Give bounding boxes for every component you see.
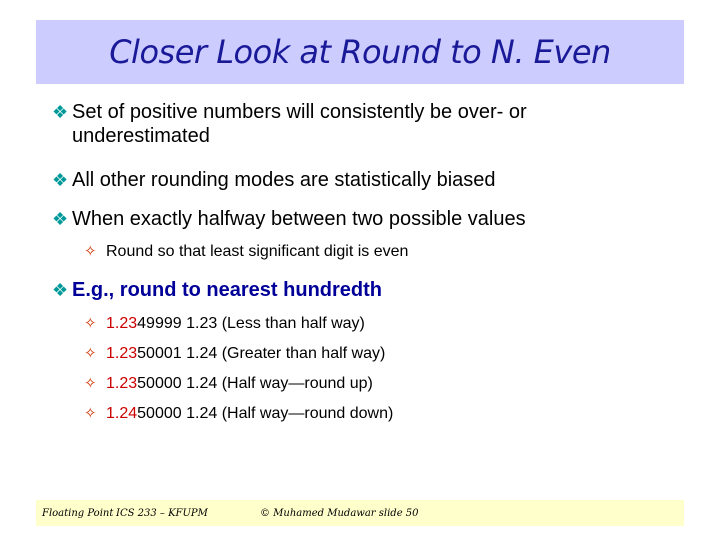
diamond-bullet-icon: ❖ [52, 170, 69, 190]
example-prefix: 1.23 [106, 345, 138, 362]
bullet-text: When exactly halfway between two possible values [72, 208, 526, 230]
example-rest: 49999 [137, 315, 182, 332]
diamond-bullet-icon: ❖ [52, 280, 69, 300]
star-bullet-icon: ✧ [84, 345, 97, 362]
footer-credit: © Muhamed Mudawar slide 50 [260, 508, 419, 519]
example-prefix: 1.24 [106, 405, 138, 422]
example-prefix: 1.23 [106, 315, 138, 332]
footer-topic: Floating Point [42, 508, 114, 519]
title-banner [36, 20, 684, 84]
example-prefix: 1.23 [106, 375, 138, 392]
bullet-2 [52, 168, 672, 192]
example-note: (Greater than half way) [221, 345, 386, 362]
example-rest: 50000 [137, 375, 182, 392]
slide-title: Closer Look at Round to N. Even [109, 33, 611, 71]
example-result: 1.24 [186, 375, 218, 392]
example-note: (Half way—round down) [221, 405, 394, 422]
star-bullet-icon: ✧ [84, 243, 97, 260]
bullet-text: E.g., round to nearest hundredth [72, 279, 382, 301]
slide-footer [36, 500, 684, 526]
sub-bullet-text: Round so that least significant digit is even [106, 243, 409, 260]
diamond-bullet-icon: ❖ [52, 102, 69, 122]
example-result: 1.23 [186, 315, 218, 332]
diamond-bullet-icon: ❖ [52, 209, 69, 229]
star-bullet-icon: ✧ [84, 315, 97, 332]
example-1 [84, 314, 365, 334]
bullet-text: Set of positive numbers will consistently be over- or underestimated [72, 101, 527, 147]
example-note: (Less than half way) [221, 315, 365, 332]
bullet-text: All other rounding modes are statistically biased [72, 169, 496, 191]
example-rest: 50000 [137, 405, 182, 422]
example-result: 1.24 [186, 405, 218, 422]
star-bullet-icon: ✧ [84, 405, 97, 422]
example-3 [84, 374, 373, 394]
example-2 [84, 344, 385, 364]
sub-bullet-halfway [84, 242, 408, 262]
star-bullet-icon: ✧ [84, 375, 97, 392]
example-note: (Half way—round up) [221, 375, 373, 392]
bullet-4 [52, 278, 672, 302]
example-4 [84, 404, 393, 424]
example-rest: 50001 [137, 345, 182, 362]
example-result: 1.24 [186, 345, 218, 362]
footer-course: ICS 233 – KFUPM [116, 508, 208, 519]
bullet-1 [52, 100, 652, 148]
bullet-3 [52, 207, 672, 231]
